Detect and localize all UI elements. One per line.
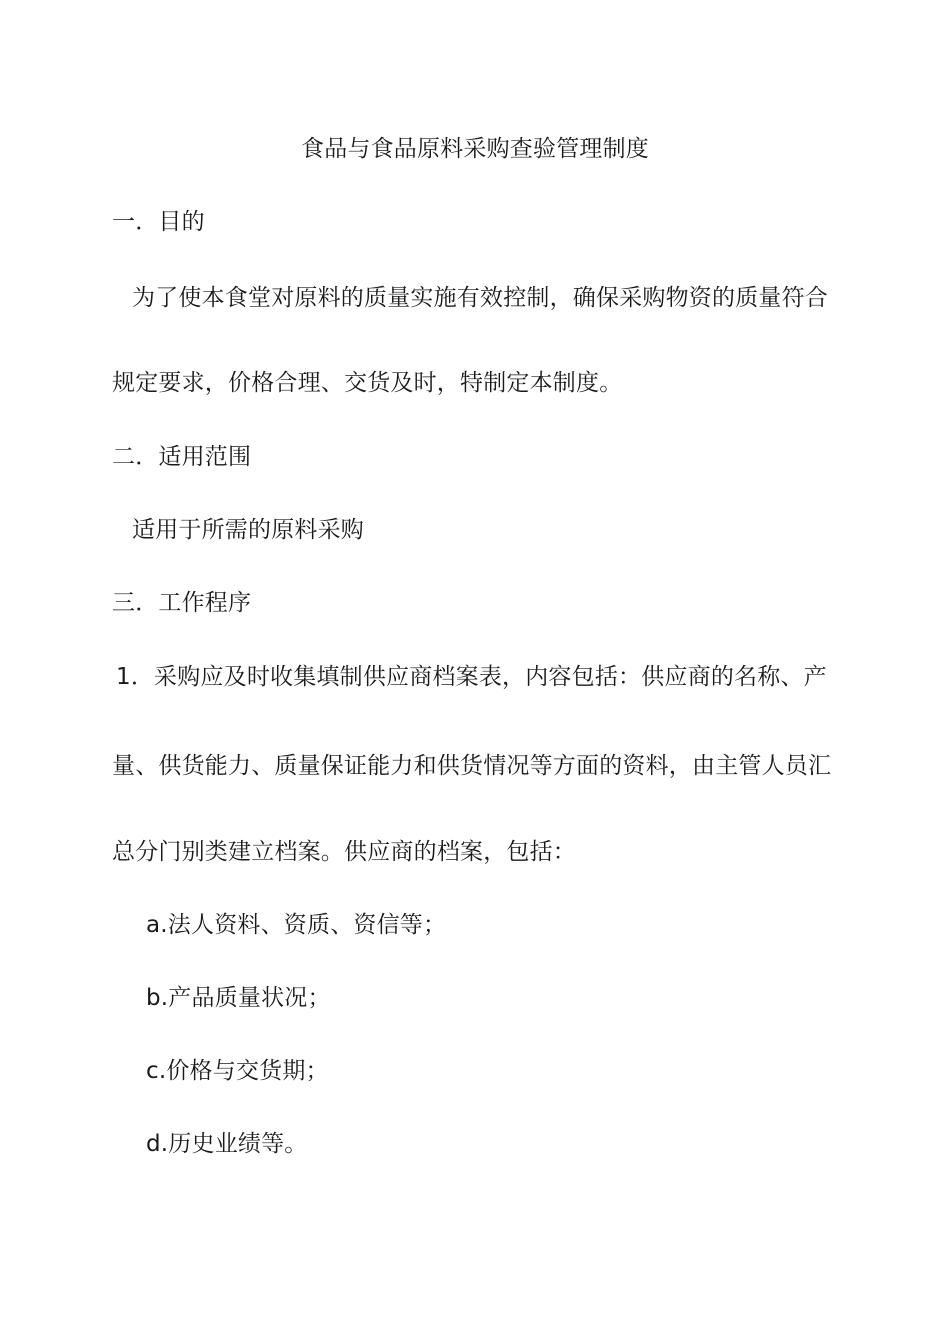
procedure-item-1-line-3: 总分门别类建立档案。供应商的档案，包括：	[112, 839, 576, 865]
sub-item-c: c.价格与交货期；	[146, 1058, 329, 1084]
purpose-paragraph-line-2: 规定要求，价格合理、交货及时，特制定本制度。	[112, 370, 623, 396]
section-heading-purpose: 一．目的	[112, 209, 205, 235]
procedure-item-1-line-2: 量、供货能力、质量保证能力和供货情况等方面的资料，由主管人员汇	[112, 753, 832, 779]
section-heading-procedure: 三．工作程序	[112, 590, 252, 616]
section-heading-scope: 二．适用范围	[112, 444, 252, 470]
procedure-item-1-line-1: 1．采购应及时收集填制供应商档案表，内容包括：供应商的名称、产	[116, 664, 827, 690]
sub-item-b: b.产品质量状况；	[146, 985, 331, 1011]
purpose-paragraph-line-1: 为了使本食堂对原料的质量实施有效控制，确保采购物资的质量符合	[132, 285, 828, 311]
sub-item-d: d.历史业绩等。	[146, 1131, 308, 1157]
document-title: 食品与食品原料采购查验管理制度	[301, 136, 649, 162]
sub-item-a: a.法人资料、资质、资信等；	[146, 912, 447, 938]
scope-paragraph: 适用于所需的原料采购	[132, 517, 364, 543]
